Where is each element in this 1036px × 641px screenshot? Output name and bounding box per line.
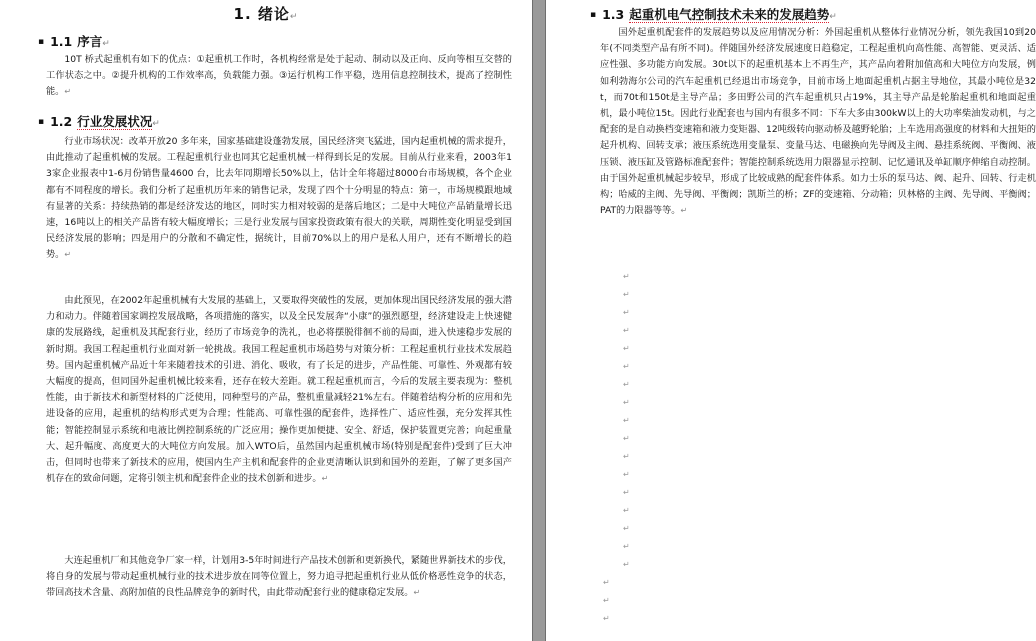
chapter-title: 1. 绪论↵ — [233, 5, 299, 23]
paragraph-1-2-trend: 由此预见，在2002年起重机械有大发展的基础上，又要取得突破性的发展，更加体现出国民经济发展的强大潜力和动力。伴随着国家调控发展战略，各项措施的落实，以及全民发展奔“小康”的强烈愿望，经济建设走上快速健康的发展路线，起重机及其配套行业，经历了市场竞争的洗礼，也必将摆脱徘徊不前的局面，进入快速稳步发展的新时期。我国工程起重机行业面对新一轮挑战。我国工程起重机市场趋势与对策分析：工程起重机行业技术发展趋势。国内起重机械产品近十年来随着技术的引进、消化、吸收，有了长足的进步，产品性能、可靠性、外观都有较大幅度的提高，但同国外起重机械比较来看，还存在较大差距。就工程起重机而言，今后的发展主要表现为：整机性能，由于新技术和新型材料的广泛使用，同种型号的产品，整机重量减轻21%左右。伴随着结构分析的应用和先进设备的应用，起重机的结构形式更为合理；性能高、可靠性强的配套件，选择性广、适应性强，充分发挥其性能；智能控制显示系统和电液比例控制系统的广泛应用；操作更加便捷、安全、舒适，保护装置更完善；向起重量大、起升幅度、高度更大的大吨位方向发展。加入WTO后，虽然国内起重机械市场(特别是配套件)受到了巨大冲击，但同时也带来了新技术的应用，使国内生产主机和配套件的企业更清晰认识到和国外的差距，了解了更多国产机存在的致命问题，定将引领主机和配套件企业的技术创新和进步。↵ — [46, 295, 512, 485]
section-heading-1-1: ▪ 1.1 序言↵ — [38, 34, 110, 49]
section-heading-1-2: ▪ 1.2 行业发展状况↵ — [38, 114, 160, 129]
empty-line-mark: ↵ — [623, 542, 630, 551]
empty-line-mark: ↵ — [623, 398, 630, 407]
document-page-right — [546, 0, 1036, 641]
empty-line-mark: ↵ — [623, 452, 630, 461]
empty-line-mark: ↵ — [623, 560, 630, 569]
empty-line-mark: ↵ — [623, 272, 630, 281]
empty-line-mark: ↵ — [623, 308, 630, 317]
paragraph-1-2-dalian: 大连起重机厂和其他竞争厂家一样，计划用3-5年时间进行产品技术创新和更新换代，紧随世界新技术的步伐，将自身的发展与带动起重机械行业的技术进步放在同等位置上，努力追寻把起重机行业从低价格恶性竞争的状态，带回高技术含量、高附加值的良性品牌竞争的新时代，由此带动配套行业的健康稳定发展。↵ — [46, 555, 512, 599]
empty-line-mark: ↵ — [623, 290, 630, 299]
empty-line-mark: ↵ — [603, 578, 610, 587]
empty-line-mark: ↵ — [623, 380, 630, 389]
paragraph-1-1: 10T 桥式起重机有如下的优点：①起重机工作时，各机构经常是处于起动、制动以及正向、反向等相互交替的工作状态之中。②提升机构的工作效率高，负载能力强。③运行机构工作平稳，选用信息控制技术，提高了控制性能。↵ — [46, 54, 512, 98]
empty-line-mark: ↵ — [623, 434, 630, 443]
empty-line-mark: ↵ — [623, 470, 630, 479]
section-heading-1-3: ▪ 1.3 起重机电气控制技术未来的发展趋势↵ — [590, 7, 837, 22]
page-gutter — [532, 0, 546, 641]
empty-line-mark: ↵ — [623, 488, 630, 497]
empty-line-mark: ↵ — [623, 416, 630, 425]
empty-line-mark: ↵ — [603, 596, 610, 605]
paragraph-1-3: 国外起重机配套件的发展趋势以及应用情况分析：外国起重机从整体行业情况分析，领先我国10到20 年(不同类型产品有所不同)。伴随国外经济发展速度日趋稳定，工程起重机向高性能、高智能、更灵活、适应性强、多功能方向发展。30t以下的起重机基本上不再生产，其产品向着附加值高和大吨位方向发展，例如利勃海尔公司的汽车起重机已经退出市场竞争，目前市场上地面起重机占据主导地位，其最小吨位是32t，而70t和150t是主导产品；多田野公司的汽车起重机只占19%，其主导产品是轮胎起重机和地面起重机，最小吨位15t。因此行业配套也与国内有很多不同：下车大多由300kW以上的大功率柴油发动机，与之配套的是自动换档变速箱和液力变矩器、12吨级转向驱动桥及越野轮胎；上车选用高强度的材料和大扭矩的起升机构、回转支承；液压系统选用变量泵、变量马达、电磁换向先导阀及主阀、悬挂系统阀、平衡阀、液压锁、液压缸及管路标准配套件；智能控制系统选用力限器显示控制、记忆通讯及单缸顺序伸缩自动控制。由于国外起重机械起步较早，形成了比较成熟的配套件体系。如力士乐的泵马达、阀、起升、回转、行走机构；哈威的主阀、先导阀、平衡阀；凯斯兰的桥；ZF的变速箱、分动箱；贝林格的主阀、先导阀、平衡阀；PAT的力限器等等。↵ — [600, 27, 1036, 217]
paragraph-1-2-market: 行业市场状况：改革开放20 多年来，国家基础建设蓬勃发展，国民经济突飞猛进，国内起重机械的需求提升，由此推动了起重机械的发展。工程起重机行业也同其它起重机械一样得到长足的发展。目前从行业来看，2003年13家企业报表中1-6月份销售量4600 台，比去年同期增长50%以上，估计全年将超过8000台市场规模，各个企业都有不同程度的增长。我们分析了起重机历年来的销售记录，发现了四个十分明显的特点：第一，市场规模跟地域有显著的关系：持续热销的都是经济发达的地区，同时实力相对较弱的是落后地区；二是中大吨位产品销量增长迅速，16吨以上的相关产品皆有较大幅度增长；三是行业发展与国家投资政策有很大的关联，周期性变化明显受到国民经济发展的影响；四是用户的分散和不确定性，据统计，目前70%以上的用户是私人用户，还有不断增长的趋势。↵ — [46, 136, 512, 261]
empty-line-mark: ↵ — [623, 362, 630, 371]
empty-line-mark: ↵ — [623, 326, 630, 335]
empty-line-mark: ↵ — [623, 344, 630, 353]
empty-line-mark: ↵ — [603, 614, 610, 623]
empty-line-mark: ↵ — [623, 524, 630, 533]
empty-line-mark: ↵ — [623, 506, 630, 515]
